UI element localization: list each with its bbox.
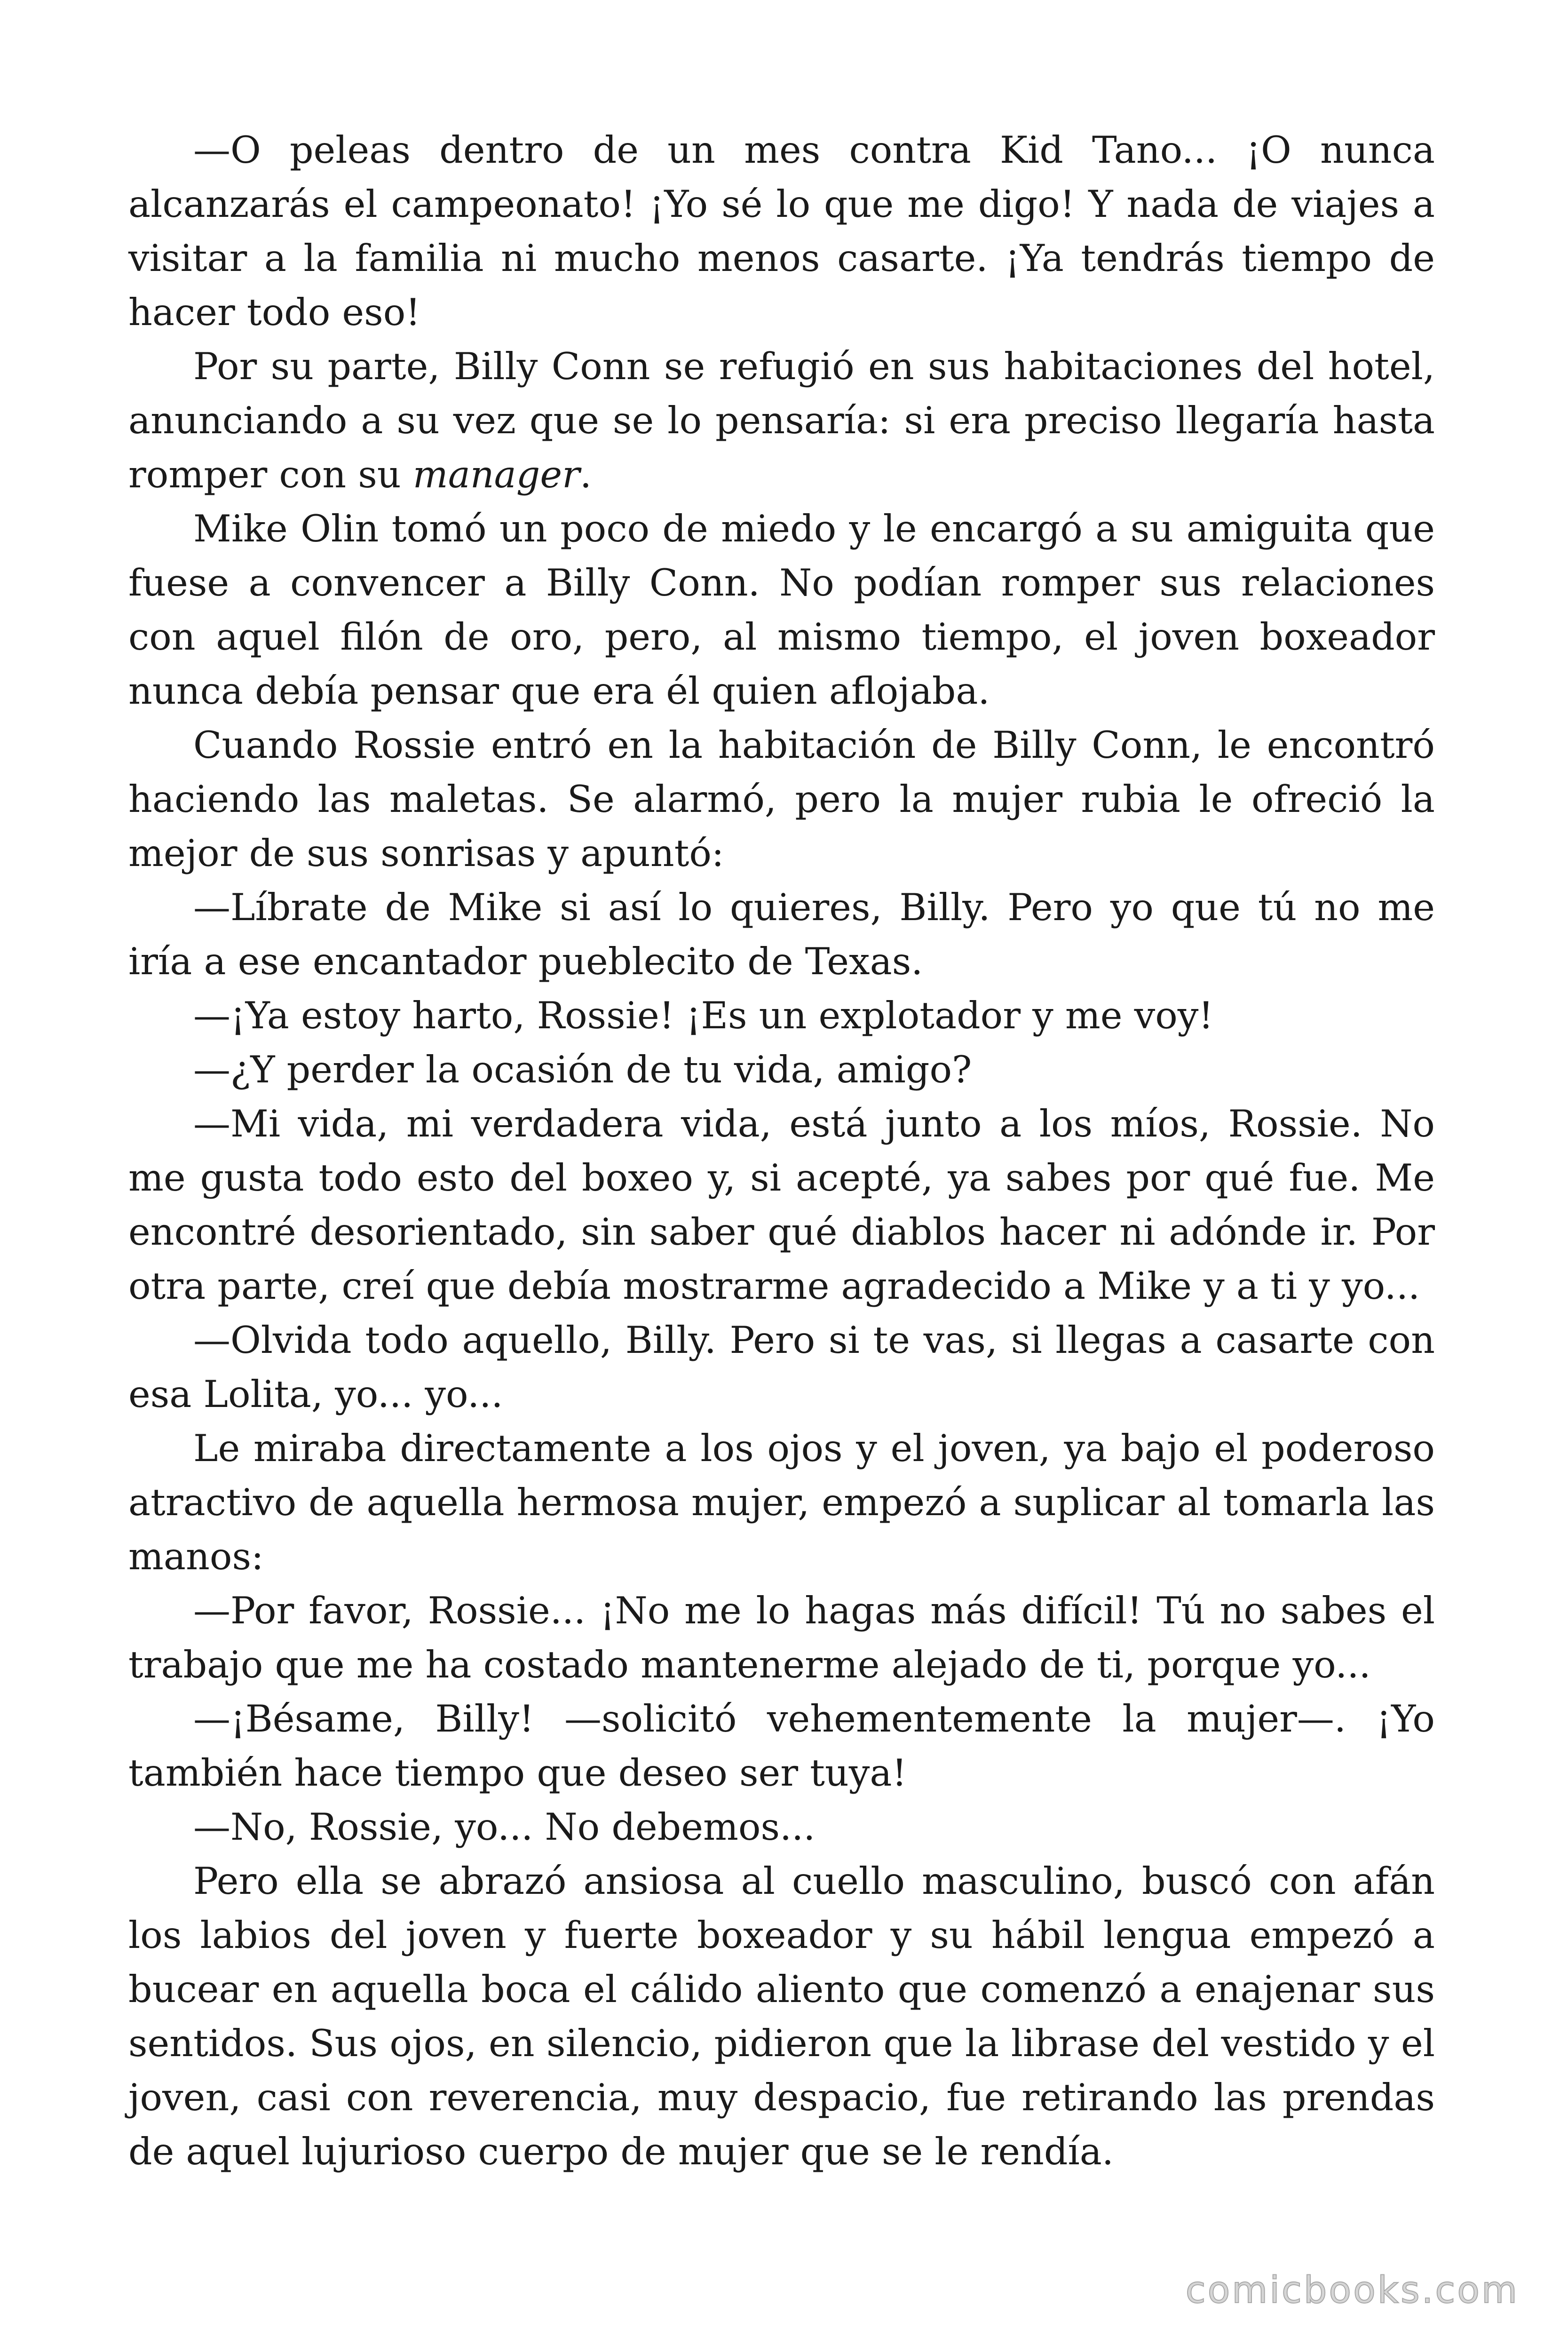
paragraph-2-text: Por su parte, Billy Conn se refugió en sus habitaciones del hotel, anunciando a su vez que se lo pensaría: si era preciso llegaría hasta romper con su	[128, 345, 1435, 496]
paragraph-13: —No, Rossie, yo... No debemos...	[193, 1805, 816, 1849]
paragraph-12: —¡Bésame, Billy! —solicitó vehementemente la mujer—. ¡Yo también hace tiempo que deseo ser tuya!	[128, 1697, 1435, 1795]
paragraph-2-end: .	[579, 453, 592, 496]
paragraph-3: Mike Olin tomó un poco de miedo y le encargó a su amiguita que fuese a convencer a Billy Conn. No podían romper sus relaciones con aquel filón de oro, pero, al mismo tiempo, el joven boxeador nunca debía pensar que era él quien aflojaba.	[128, 507, 1435, 713]
watermark: comicbooks.com	[1185, 2269, 1519, 2312]
page-body-text	[128, 123, 1435, 2179]
paragraph-2	[128, 340, 1435, 502]
paragraph-14: Pero ella se abrazó ansiosa al cuello masculino, buscó con afán los labios del joven y fuerte boxeador y su hábil lengua empezó a bucear en aquella boca el cálido aliento que comenzó a enajenar sus sentidos. Sus ojos, en silencio, pidieron que la librase del vestido y el joven, casi con reverencia, muy despacio, fue retirando las prendas de aquel lujurioso cuerpo de mujer que se le rendía.	[128, 1859, 1435, 2173]
paragraph-11: —Por favor, Rossie... ¡No me lo hagas más difícil! Tú no sabes el trabajo que me ha costado mantenerme alejado de ti, porque yo...	[128, 1589, 1435, 1686]
paragraph-10: Le miraba directamente a los ojos y el joven, ya bajo el poderoso atractivo de aquella hermosa mujer, empezó a suplicar al tomarla las manos:	[128, 1427, 1435, 1578]
paragraph-4: Cuando Rossie entró en la habitación de Billy Conn, le encontró haciendo las maletas. Se alarmó, pero la mujer rubia le ofreció la mejor de sus sonrisas y apuntó:	[128, 723, 1435, 875]
paragraph-6: —¡Ya estoy harto, Rossie! ¡Es un explotador y me voy!	[193, 994, 1214, 1037]
paragraph-7: —¿Y perder la ocasión de tu vida, amigo?	[193, 1048, 972, 1091]
paragraph-9: —Olvida todo aquello, Billy. Pero si te vas, si llegas a casarte con esa Lolita, yo... yo...	[128, 1319, 1435, 1416]
paragraph-5: —Líbrate de Mike si así lo quieres, Billy. Pero yo que tú no me iría a ese encantador pueblecito de Texas.	[128, 886, 1435, 983]
paragraph-1: —O peleas dentro de un mes contra Kid Tano... ¡O nunca alcanzarás el campeonato! ¡Yo sé lo que me digo! Y nada de viajes a visitar a la familia ni mucho menos casarte. ¡Ya tendrás tiempo de hacer todo eso!	[128, 128, 1435, 334]
paragraph-8: —Mi vida, mi verdadera vida, está junto a los míos, Rossie. No me gusta todo esto del boxeo y, si acepté, ya sabes por qué fue. Me encontré desorientado, sin saber qué diablos hacer ni adónde ir. Por otra parte, creí que debía mostrarme agradecido a Mike y a ti y yo...	[128, 1102, 1435, 1308]
italic-word-manager: manager	[412, 453, 580, 496]
